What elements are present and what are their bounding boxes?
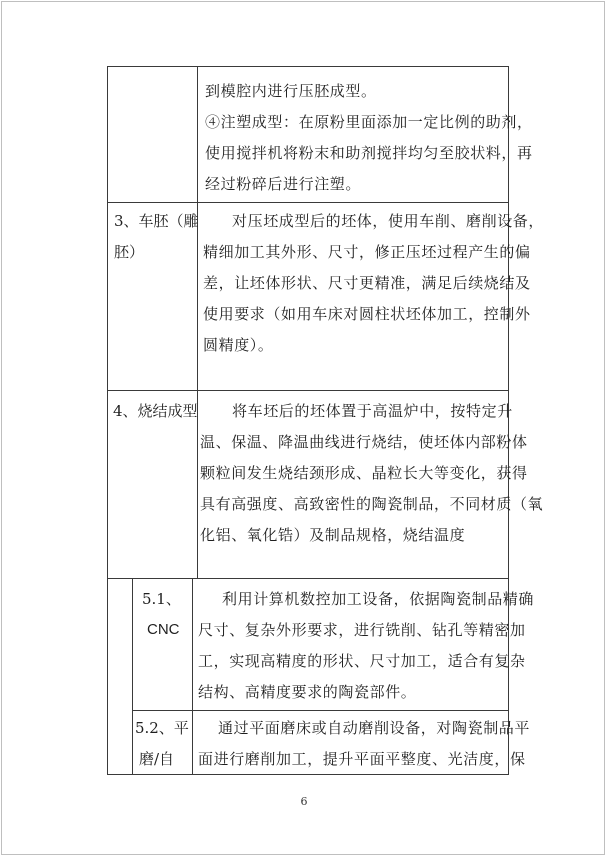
row5-line-1: 通过平面磨床或自动磨削设备，对陶瓷制品平	[218, 719, 531, 737]
row2-line-2: 精细加工其外形、尺寸，修正压坯过程产生的偏	[203, 243, 531, 261]
row2-label-line-1: 3、车胚（雕	[114, 212, 199, 230]
row3-line-3: 颗粒间发生烧结颈形成、晶粒长大等变化，获得	[200, 464, 528, 482]
row-separator-2	[107, 390, 509, 391]
row1-line-3: 使用搅拌机将粉末和助剂搅拌均匀至胶状料，再	[205, 144, 533, 162]
row5-line-2: 面进行磨削加工，提升平面平整度、光洁度，保	[198, 750, 526, 768]
row4-line-1: 利用计算机数控加工设备，依据陶瓷制品精确	[222, 590, 535, 608]
row3-line-2: 温、保温、降温曲线进行烧结，使坯体内部粉体	[200, 433, 528, 451]
table-border-left	[107, 66, 108, 774]
page-number: 6	[300, 795, 308, 808]
row2-label-line-2: 胚）	[114, 243, 145, 261]
row2-line-3: 差，让坯体形状、尺寸更精准，满足后续烧结及	[203, 274, 531, 292]
subcolumn-separator-left	[132, 578, 133, 774]
row4-line-2: 尺寸、复杂外形要求，进行铣削、钻孔等精密加	[198, 621, 526, 639]
row2-line-4: 使用要求（如用车床对圆柱状坯体加工，控制外	[203, 305, 531, 323]
row-separator-3	[107, 578, 509, 579]
row-separator-1	[107, 202, 509, 203]
row-separator-4	[132, 710, 509, 711]
row3-line-5: 化铝、氧化锆）及制品规格，烧结温度	[200, 526, 466, 544]
row4-label-line-2: CNC	[147, 621, 180, 638]
row5-label-line-1: 5.2、平	[135, 719, 189, 737]
column-separator	[197, 66, 198, 578]
row3-label-line-1: 4、烧结成型	[113, 402, 198, 420]
table-border-top	[107, 66, 509, 67]
row2-line-5: 圆精度）。	[203, 336, 274, 354]
row3-line-1: 将车坯后的坯体置于高温炉中，按特定升	[232, 402, 513, 420]
subcolumn-separator-right	[192, 578, 193, 774]
row4-label-line-1: 5.1、	[142, 590, 181, 608]
row3-line-4: 具有高强度、高致密性的陶瓷制品，不同材质（氧	[200, 495, 544, 513]
row5-label-line-2: 磨/自	[139, 750, 175, 768]
row1-line-1: 到模腔内进行压胚成型。	[205, 82, 377, 100]
row1-line-4: 经过粉碎后进行注塑。	[205, 175, 362, 193]
row4-line-3: 工，实现高精度的形状、尺寸加工，适合有复杂	[198, 652, 526, 670]
row1-line-2: ④注塑成型：在原粉里面添加一定比例的助剂，	[205, 113, 533, 131]
row4-line-4: 结构、高精度要求的陶瓷部件。	[198, 683, 417, 701]
row2-line-1: 对压坯成型后的坯体，使用车削、磨削设备，	[232, 212, 545, 230]
